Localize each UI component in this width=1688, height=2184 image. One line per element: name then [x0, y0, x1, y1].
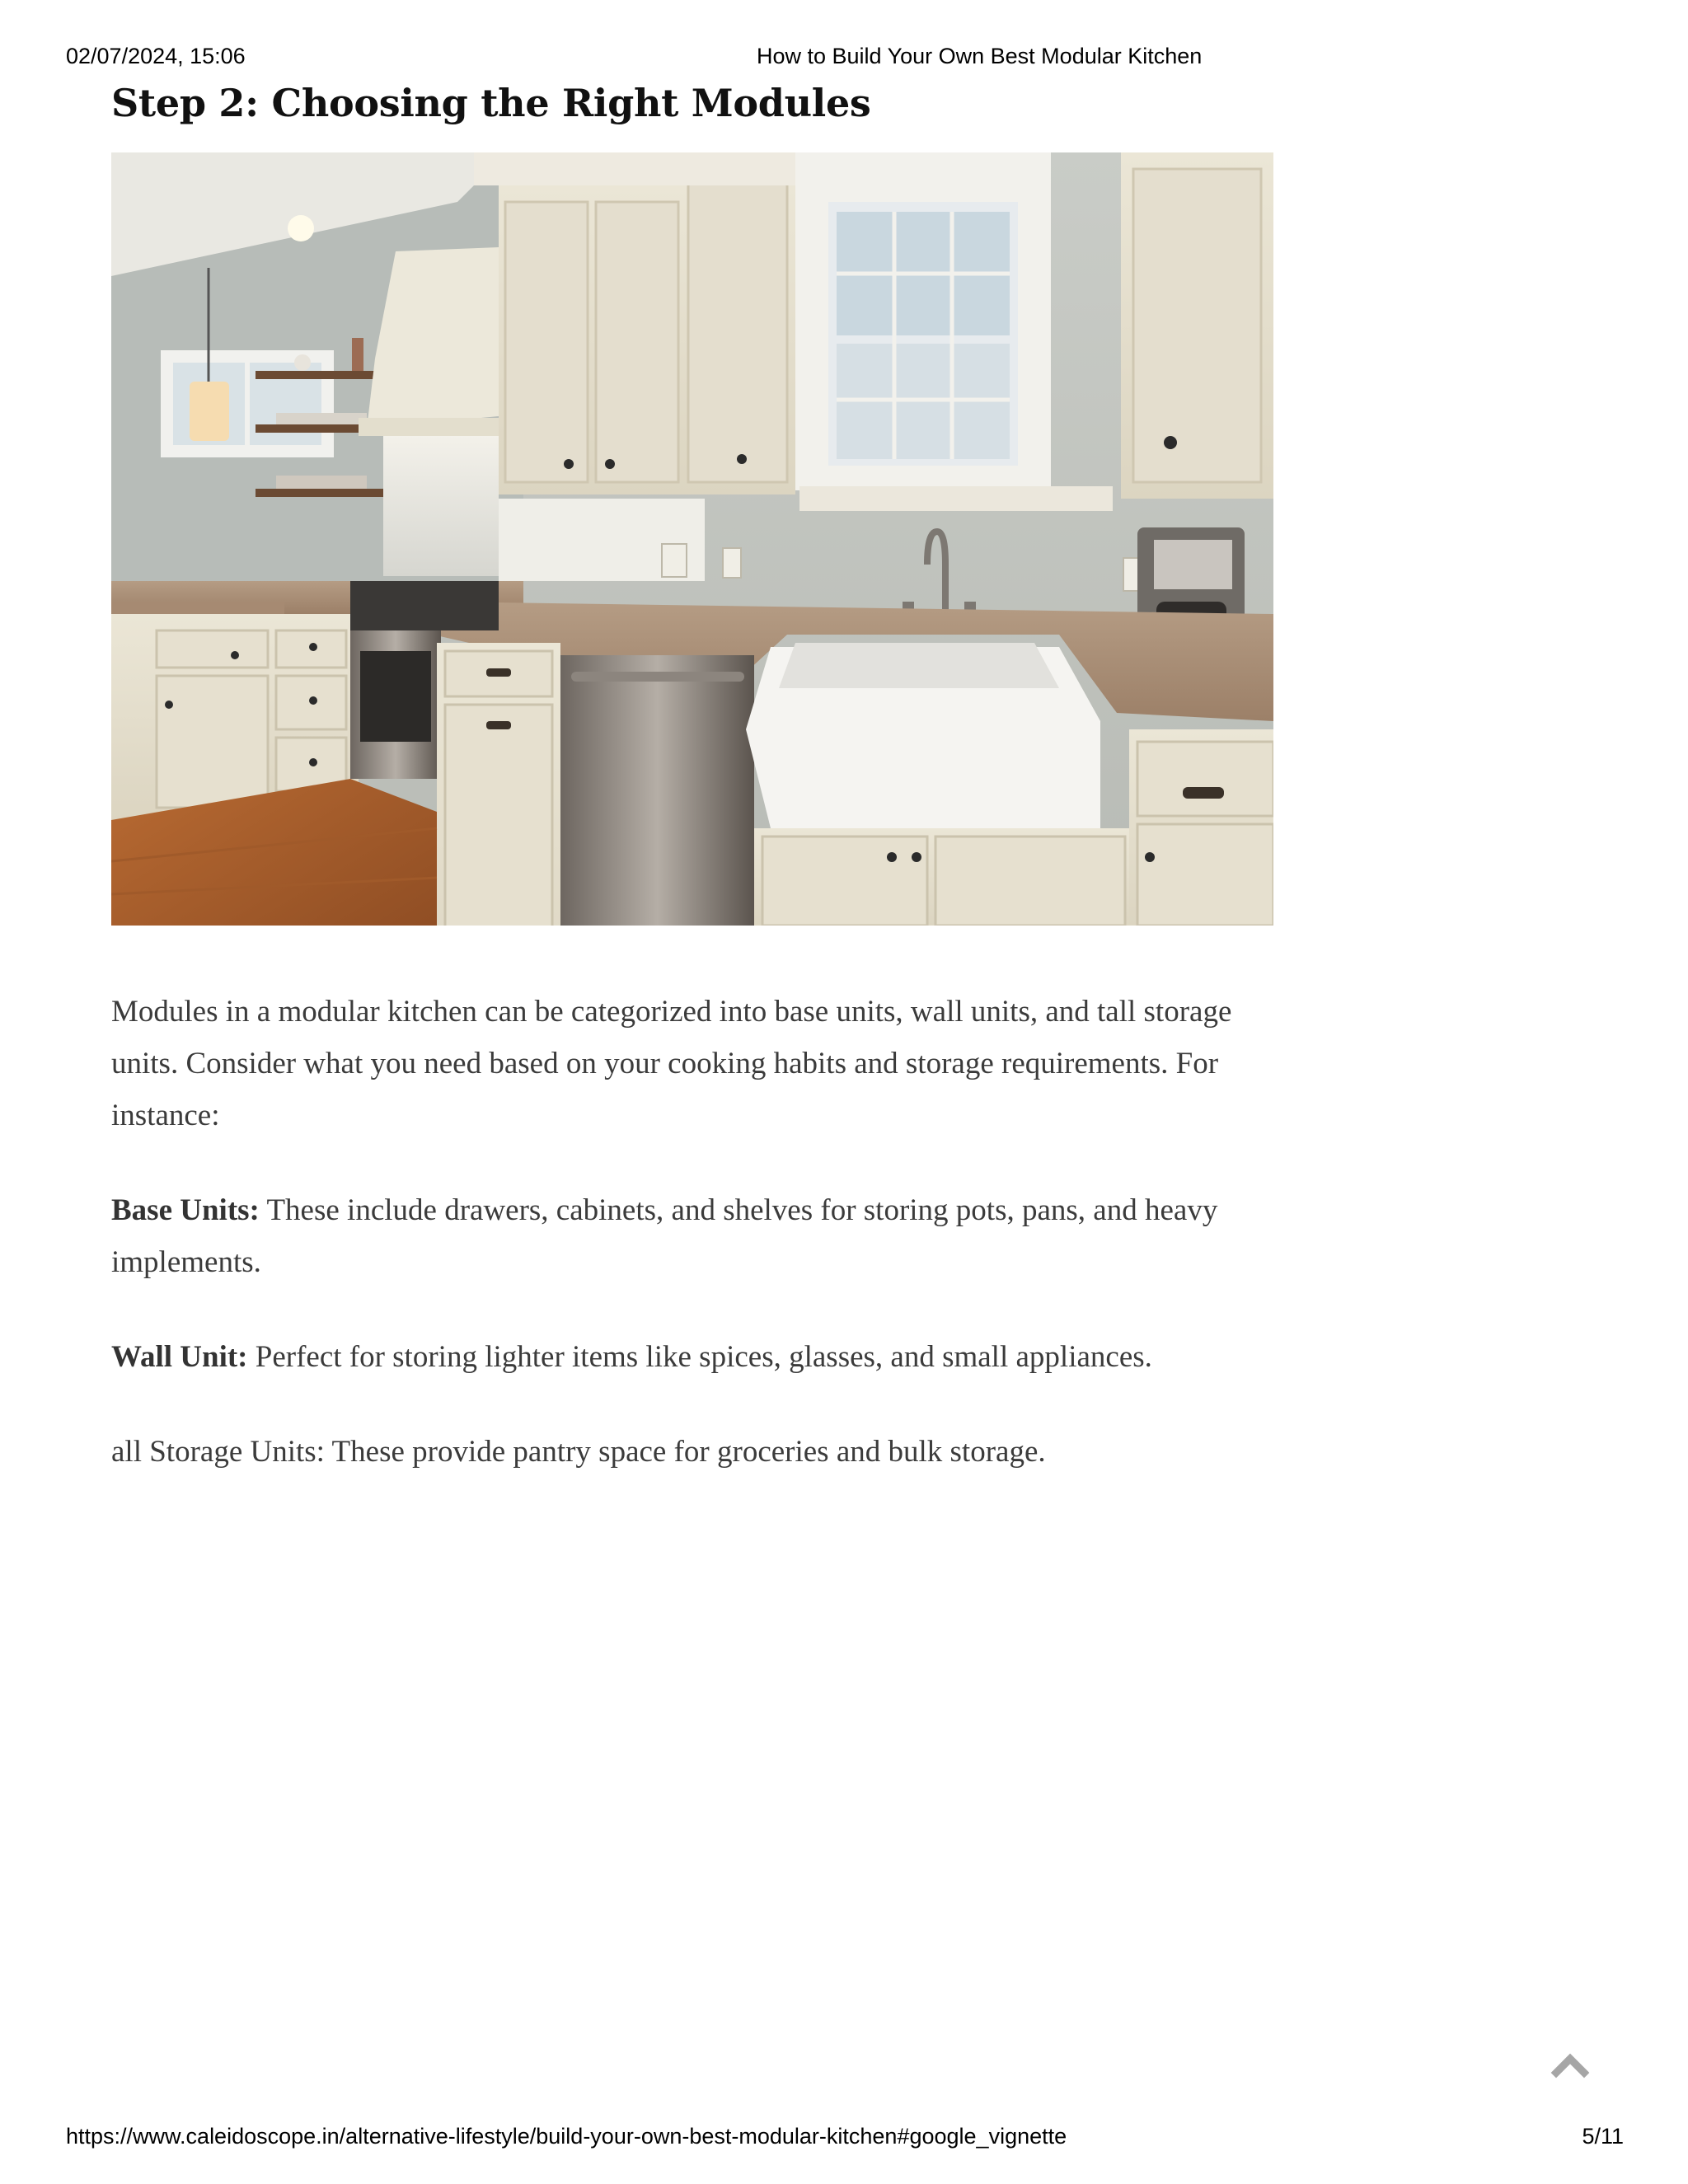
print-header: [66, 40, 1624, 73]
section-heading: Step 2: Choosing the Right Modules: [111, 81, 871, 125]
scroll-to-top-button[interactable]: [1550, 2048, 1591, 2081]
chevron-up-icon: [1550, 2048, 1591, 2081]
page-number: 5/11: [1582, 2124, 1624, 2149]
base-units-text: These include drawers, cabinets, and shelves for storing pots, pans, and heavy implements.: [111, 1193, 1218, 1279]
article-content: [111, 74, 1282, 1478]
kitchen-illustration: [111, 152, 1273, 926]
base-units-paragraph: [111, 1184, 1282, 1288]
wall-unit-label: Wall Unit:: [111, 1340, 248, 1374]
print-url: https://www.caleidoscope.in/alternative-lifestyle/build-your-own-best-modular-kitchen#google_vignette: [66, 2124, 1067, 2149]
tall-storage-paragraph: all Storage Units: These provide pantry space for groceries and bulk storage.: [111, 1435, 1046, 1469]
print-footer: [66, 2120, 1624, 2153]
print-datetime: 02/07/2024, 15:06: [66, 44, 246, 68]
intro-paragraph: Modules in a modular kitchen can be categorized into base units, wall units, and tall storage units. Consider what you need based on your cooking habits and storage requirements. For instance:: [111, 995, 1232, 1132]
kitchen-photo: [111, 152, 1273, 926]
wall-unit-paragraph: [111, 1331, 1282, 1383]
print-page-title: How to Build Your Own Best Modular Kitchen: [757, 44, 1203, 68]
base-units-label: Base Units:: [111, 1193, 260, 1227]
wall-unit-text: Perfect for storing lighter items like spices, glasses, and small appliances.: [247, 1340, 1152, 1374]
